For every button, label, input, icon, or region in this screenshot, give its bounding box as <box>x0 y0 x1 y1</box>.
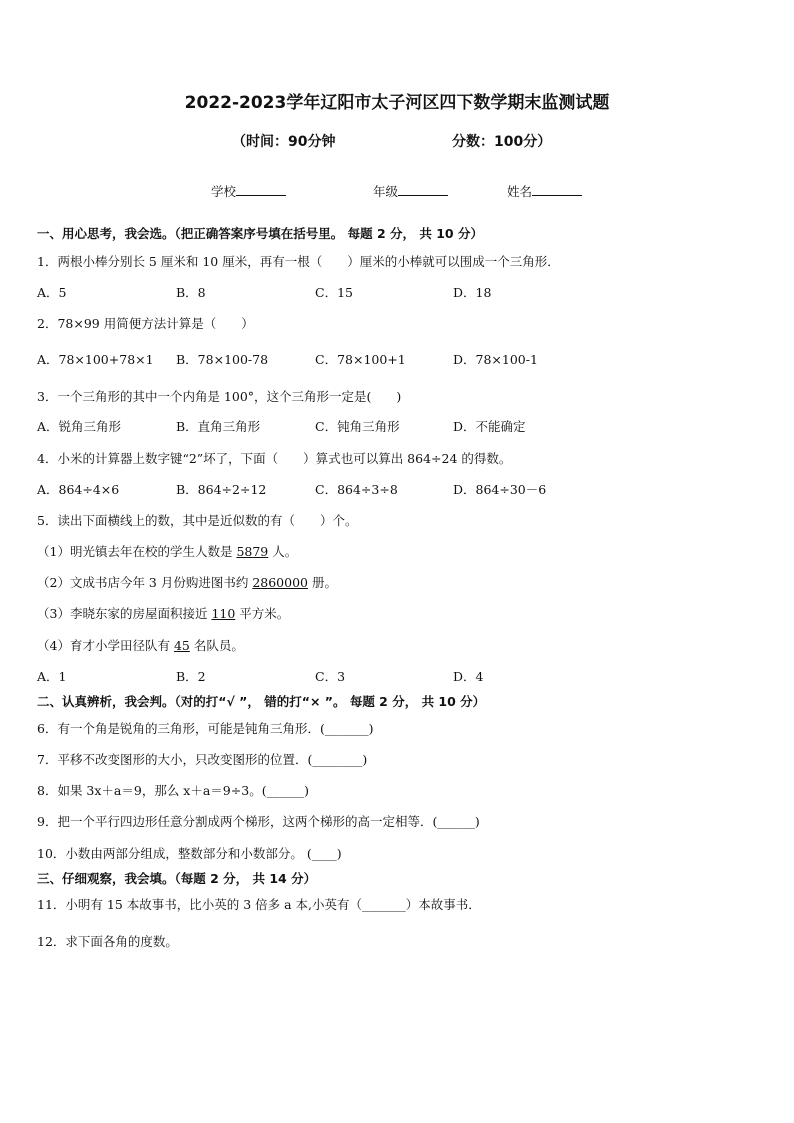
school-blank[interactable] <box>236 183 286 196</box>
question-1: 1．两根小棒分别长 5 厘米和 10 厘米，再有一根（ ）厘米的小棒就可以围成一个三角形． <box>37 254 560 269</box>
grade-blank[interactable] <box>398 183 448 196</box>
q5-statement-4: （4）育才小学田径队有 45 名队员。 <box>37 638 244 653</box>
q2-option-b[interactable]: B．78×100-78 <box>176 352 269 367</box>
q2-option-c[interactable]: C．78×100+1 <box>315 352 406 367</box>
question-11: 11．小明有 15 本故事书，比小英的 3 倍多 a 本,小英有（_______）本故事书． <box>37 897 481 912</box>
name-field <box>507 182 582 200</box>
question-6: 6．有一个角是锐角的三角形，可能是钝角三角形．(_______) <box>37 721 374 736</box>
q4-option-c[interactable]: C．864÷3÷8 <box>315 482 398 497</box>
q5-option-d[interactable]: D．4 <box>453 669 484 684</box>
q5-statement-3: （3）李晓东家的房屋面积接近 110 平方米。 <box>37 606 290 621</box>
q3-option-a[interactable]: A．锐角三角形 <box>37 419 122 434</box>
question-9: 9．把一个平行四边形任意分割成两个梯形，这两个梯形的高一定相等．(______) <box>37 814 480 829</box>
exam-score: 分数：100分） <box>452 134 552 150</box>
q4-option-a[interactable]: A．864÷4×6 <box>37 482 120 497</box>
question-5: 5．读出下面横线上的数，其中是近似数的有（ ）个。 <box>37 513 358 528</box>
section1-heading: 一、用心思考，我会选。（把正确答案序号填在括号里。 每题 2 分， 共 10 分） <box>37 226 483 241</box>
q4-option-b[interactable]: B．864÷2÷12 <box>176 482 267 497</box>
q1-option-c[interactable]: C．15 <box>315 285 353 300</box>
q5-option-a[interactable]: A．1 <box>37 669 67 684</box>
q5-option-b[interactable]: B．2 <box>176 669 206 684</box>
question-12: 12．求下面各角的度数。 <box>37 934 178 949</box>
question-3: 3．一个三角形的其中一个内角是 100°，这个三角形一定是( ) <box>37 389 402 404</box>
q2-option-d[interactable]: D．78×100-1 <box>453 352 538 367</box>
question-8: 8．如果 3x＋a＝9，那么 x＋a＝9÷3。(______) <box>37 783 309 798</box>
q1-option-d[interactable]: D．18 <box>453 285 492 300</box>
q1-option-b[interactable]: B．8 <box>176 285 206 300</box>
question-2: 2．78×99 用简便方法计算是（ ） <box>37 316 254 331</box>
section3-heading: 三、仔细观察，我会填。（每题 2 分， 共 14 分） <box>37 871 317 886</box>
school-field <box>211 182 286 200</box>
exam-time: （时间：90分钟 <box>232 134 336 150</box>
grade-label: 年级 <box>373 184 399 199</box>
q5-option-c[interactable]: C．3 <box>315 669 346 684</box>
name-label: 姓名 <box>507 184 533 199</box>
q3-option-b[interactable]: B．直角三角形 <box>176 419 261 434</box>
section2-heading: 二、认真辨析，我会判。（对的打“√ ”， 错的打“× ”。 每题 2 分， 共 10 分） <box>37 694 486 709</box>
page-title: 2022-2023学年辽阳市太子河区四下数学期末监测试题 <box>184 93 610 113</box>
q5-statement-2: （2）文成书店今年 3 月份购进图书约 2860000 册。 <box>37 575 337 590</box>
name-blank[interactable] <box>532 183 582 196</box>
question-10: 10．小数由两部分组成，整数部分和小数部分。 (____) <box>37 846 342 861</box>
q3-option-c[interactable]: C．钝角三角形 <box>315 419 400 434</box>
q3-option-d[interactable]: D．不能确定 <box>453 419 526 434</box>
question-7: 7．平移不改变图形的大小，只改变图形的位置．(________) <box>37 752 368 767</box>
q5-statement-1: （1）明光镇去年在校的学生人数是 5879 人。 <box>37 544 298 559</box>
question-4: 4．小米的计算器上数字键“2”坏了，下面（ ）算式也可以算出 864÷24 的得数。 <box>37 451 512 466</box>
q2-option-a[interactable]: A．78×100+78×1 <box>37 352 154 367</box>
q4-option-d[interactable]: D．864÷30－6 <box>453 482 547 497</box>
school-label: 学校 <box>211 184 237 199</box>
grade-field <box>373 182 448 200</box>
q1-option-a[interactable]: A．5 <box>37 285 67 300</box>
